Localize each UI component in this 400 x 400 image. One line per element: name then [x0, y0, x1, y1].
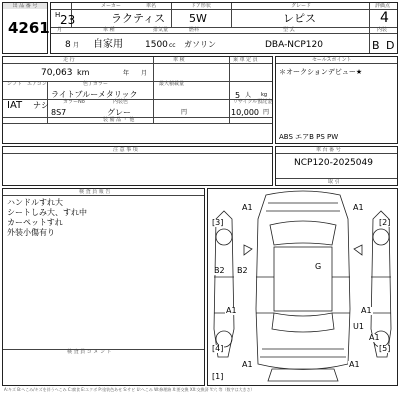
equipment-header: 装 備 品 ・ 他 — [103, 117, 135, 123]
inspection-header: 車 検 — [173, 57, 185, 63]
position-mark-digit: 3 — [215, 218, 221, 227]
usage: 自家用 — [93, 39, 123, 50]
notes-header: 注 意 事 項 — [113, 147, 138, 153]
score-header: 評価点 — [375, 3, 391, 9]
remark-line: カーペットすれ — [7, 218, 63, 227]
year: 23 — [60, 13, 76, 27]
position-mark-digit: 2 — [382, 218, 388, 227]
yen-unit: 円 — [181, 109, 188, 116]
passenger-header: 乗 車 定 員 — [233, 57, 258, 63]
recycle-fee: 10,000 — [231, 108, 259, 117]
damage-mark: A1 — [353, 203, 364, 212]
color-header: 色 / カラー — [83, 81, 108, 87]
damage-mark: A1 — [242, 360, 253, 369]
month-unit: 月 — [73, 42, 80, 49]
lot-box — [2, 2, 48, 54]
chassis-header: 車 台 番 号 — [316, 147, 341, 153]
car-name-header: 車名 — [146, 3, 157, 9]
damage-mark: A1 — [226, 306, 237, 315]
notes-box — [2, 146, 273, 186]
position-mark-digit: 1 — [215, 372, 221, 381]
equipment-list: ABS エアB PS PW — [279, 133, 339, 141]
mileage-header: 走 行 — [63, 57, 75, 63]
damage-mark: G — [315, 262, 322, 271]
sales-point-text: ＊オークションデビュー★ — [279, 68, 363, 76]
capacity: 5 — [235, 91, 241, 100]
month: 8 — [65, 40, 71, 50]
interior-grade-a: B — [372, 39, 380, 52]
kg-unit: kg — [261, 92, 268, 98]
model-code: DBA-NCP120 — [265, 40, 323, 50]
month-header: 月 — [57, 27, 63, 33]
damage-mark: A1 — [349, 360, 360, 369]
sales-point-box — [275, 56, 398, 144]
chassis-footer: 取 引 — [328, 179, 340, 185]
position-mark: [4] — [212, 344, 224, 353]
vehicle-header-box — [50, 2, 398, 54]
interior-color-header: 内装色 — [113, 99, 129, 105]
transmission: IAT — [7, 100, 23, 111]
interior-grade-b: D — [386, 39, 395, 52]
load-header: 最大積載量 — [159, 81, 185, 87]
inspector-remarks-box — [2, 188, 205, 386]
damage-mark: B2 — [214, 266, 225, 275]
model-header: 型 式 — [283, 27, 295, 33]
position-mark: [5] — [379, 344, 391, 353]
remark-line: シートしみ大、すれ中 — [7, 208, 87, 217]
fuel: ガソリン — [184, 40, 216, 49]
recycle-yen-unit: 円 — [263, 109, 270, 116]
grade-header: グレード — [291, 3, 312, 9]
lot-header: 出 品 番 号 — [3, 3, 47, 9]
car-diagram-box — [207, 188, 398, 386]
fuel-header: 燃料 — [189, 27, 200, 33]
remark-line: 外装小傷有り — [7, 228, 55, 237]
door-type: 5W — [189, 12, 207, 25]
remarks-header: 検 査 員 報 告 — [79, 189, 111, 195]
score: 4 — [380, 10, 389, 26]
cc-header: 排気量 — [153, 27, 169, 33]
interior-header: 内装 — [377, 27, 388, 33]
damage-mark: B2 — [237, 266, 248, 275]
sales-point-header: セールスポイント — [312, 57, 352, 63]
inspection-year-unit: 年 — [123, 70, 130, 77]
lot-number: 4261 — [8, 19, 50, 37]
position-mark-digit: 4 — [215, 344, 221, 353]
recycle-header: リサイクル預託金 — [233, 99, 273, 105]
remark-line: ハンドルすれ大 — [7, 198, 63, 207]
legend-footer: A:キズ B:へこみ/キズを伴うへこみ C:腐食 E:エクボ P:塗装色あせ S:サビ U:へこみ W:修理跡 X:要交換 XX:交換済 Y:穴 等（数字は大きさ） — [4, 387, 255, 392]
body-color: ライトブルーメタリック — [51, 90, 138, 99]
color-code-header: カラーNo — [63, 99, 85, 105]
shift-header: シフト — [7, 81, 23, 87]
usage-header: 車 種 — [103, 27, 115, 33]
inspection-month-unit: 月 — [141, 70, 148, 77]
air-conditioner: ナシ — [33, 101, 49, 110]
color-code: 8S7 — [51, 108, 67, 117]
car-diagram — [208, 189, 397, 385]
displacement: 1500 — [145, 40, 168, 50]
damage-mark: A1 — [361, 306, 372, 315]
damage-mark: U1 — [353, 322, 364, 331]
position-mark: [3] — [212, 218, 224, 227]
ac-header: エアコン — [27, 81, 47, 87]
cc-unit: cc — [169, 42, 176, 49]
chassis-box — [275, 146, 398, 186]
buyer-comment-header: 検 査 員 コ メ ン ト — [67, 349, 112, 355]
damage-mark: A1 — [369, 333, 380, 342]
car-name: ラクティス — [111, 12, 166, 25]
mileage-unit: km — [77, 68, 90, 77]
door-header: ドア形状 — [191, 3, 211, 9]
capacity-unit: 人 — [245, 92, 252, 99]
spec-box — [2, 56, 273, 144]
damage-mark: A1 — [242, 203, 253, 212]
maker-header: メーカー — [101, 3, 121, 9]
year-prefix: H — [55, 11, 61, 19]
interior-color: グレー — [107, 108, 131, 117]
chassis-number: NCP120-2025049 — [294, 158, 373, 168]
mileage: 70,063 — [41, 68, 73, 78]
auction-sheet — [2, 2, 398, 398]
position-mark-digit: 5 — [382, 344, 388, 353]
grade: レピス — [283, 12, 316, 25]
position-mark: [1] — [212, 372, 224, 381]
position-mark: [2] — [379, 218, 391, 227]
